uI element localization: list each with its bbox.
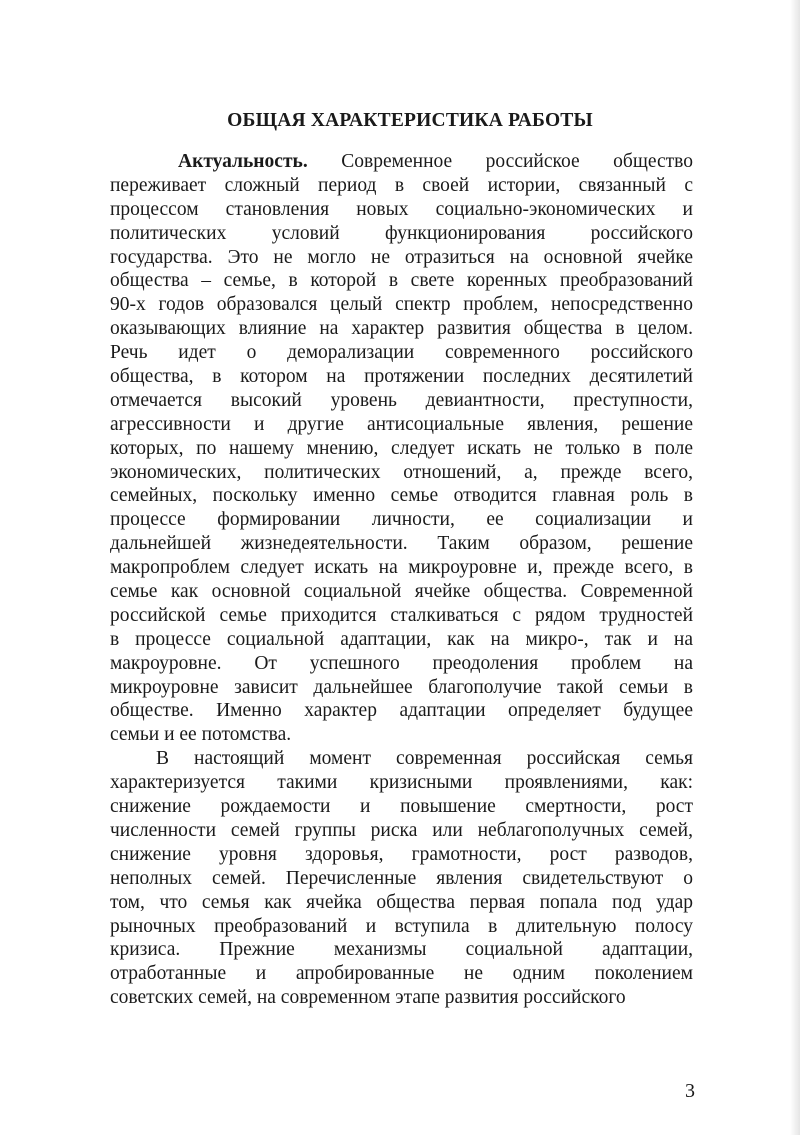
- text-line-content: Современное российское общество: [341, 151, 694, 172]
- text-line: в процессе социальной адаптации, как на микро-, так и на: [110, 628, 693, 650]
- text-line: кризиса. Прежние механизмы социальной адаптации,: [110, 939, 693, 961]
- text-line: оказывающих влияние на характер развития общества в целом.: [110, 318, 693, 340]
- text-line: макропроблем следует искать на микроуровне и, прежде всего, в: [110, 557, 693, 579]
- text-line: дальнейшей жизнедеятельности. Таким образом, решение: [110, 533, 693, 555]
- text-line: 90-х годов образовался целый спектр проблем, непосредственно: [110, 294, 693, 316]
- text-line: семье как основной социальной ячейке общества. Современной: [110, 581, 693, 603]
- text-line: Речь идет о деморализации современного российского: [110, 342, 693, 364]
- section-title: ОБЩАЯ ХАРАКТЕРИСТИКА РАБОТЫ: [227, 110, 593, 131]
- text-line: том, что семья как ячейка общества первая попала под удар: [110, 891, 693, 913]
- text-line: отработанные и апробированные не одним поколением: [110, 963, 693, 985]
- text-line: [110, 150, 693, 174]
- text-line: политических условий функционирования российского: [110, 222, 693, 244]
- text-line: государства. Это не могло не отразиться на основной ячейке: [110, 246, 693, 268]
- text-line: общества – семье, в которой в свете коренных преобразований: [110, 270, 693, 292]
- text-line: семейных, поскольку именно семье отводится главная роль в: [110, 485, 693, 507]
- text-line: микроуровне зависит дальнейшее благополучие такой семьи в: [110, 676, 693, 698]
- page-number: 3: [685, 1080, 695, 1102]
- text-line: характеризуется такими кризисными проявлениями, как:: [110, 772, 693, 794]
- text-line: снижение рождаемости и повышение смертности, рост: [110, 796, 693, 818]
- text-line: численности семей группы риска или неблагополучных семей,: [110, 819, 693, 841]
- text-line: В настоящий момент современная российская семья: [156, 748, 693, 770]
- text-line: снижение уровня здоровья, грамотности, рост разводов,: [110, 843, 693, 865]
- paragraph-lead: Актуальность.: [178, 151, 308, 172]
- text-line: обществе. Именно характер адаптации определяет будущее: [110, 700, 693, 722]
- text-line: процессом становления новых социально-экономических и: [110, 198, 693, 220]
- text-line: семьи и ее потомства.: [110, 724, 292, 746]
- paragraph-crisis: [110, 747, 693, 1010]
- text-line: которых, по нашему мнению, следует искать не только в поле: [110, 437, 693, 459]
- text-line: переживает сложный период в своей истории, связанный с: [110, 174, 693, 196]
- page-edge-shadow: [790, 0, 800, 1135]
- text-line: российской семье приходится сталкиваться с рядом трудностей: [110, 604, 693, 626]
- text-line: общества, в котором на протяжении последних десятилетий: [110, 366, 693, 388]
- text-line: отмечается высокий уровень девиантности, преступности,: [110, 389, 693, 411]
- text-line: советских семей, на современном этапе развития российского: [110, 987, 626, 1009]
- body-text: [110, 150, 693, 1010]
- text-line: агрессивности и другие антисоциальные явления, решение: [110, 413, 693, 435]
- text-line: макроуровне. От успешного преодоления проблем на: [110, 652, 693, 674]
- text-line: рыночных преобразований и вступила в длительную полосу: [110, 915, 693, 937]
- text-line: процессе формировании личности, ее социализации и: [110, 509, 693, 531]
- text-line: экономических, политических отношений, а, прежде всего,: [110, 461, 693, 483]
- text-line: неполных семей. Перечисленные явления свидетельствуют о: [110, 867, 693, 889]
- paragraph-relevance: [110, 150, 693, 747]
